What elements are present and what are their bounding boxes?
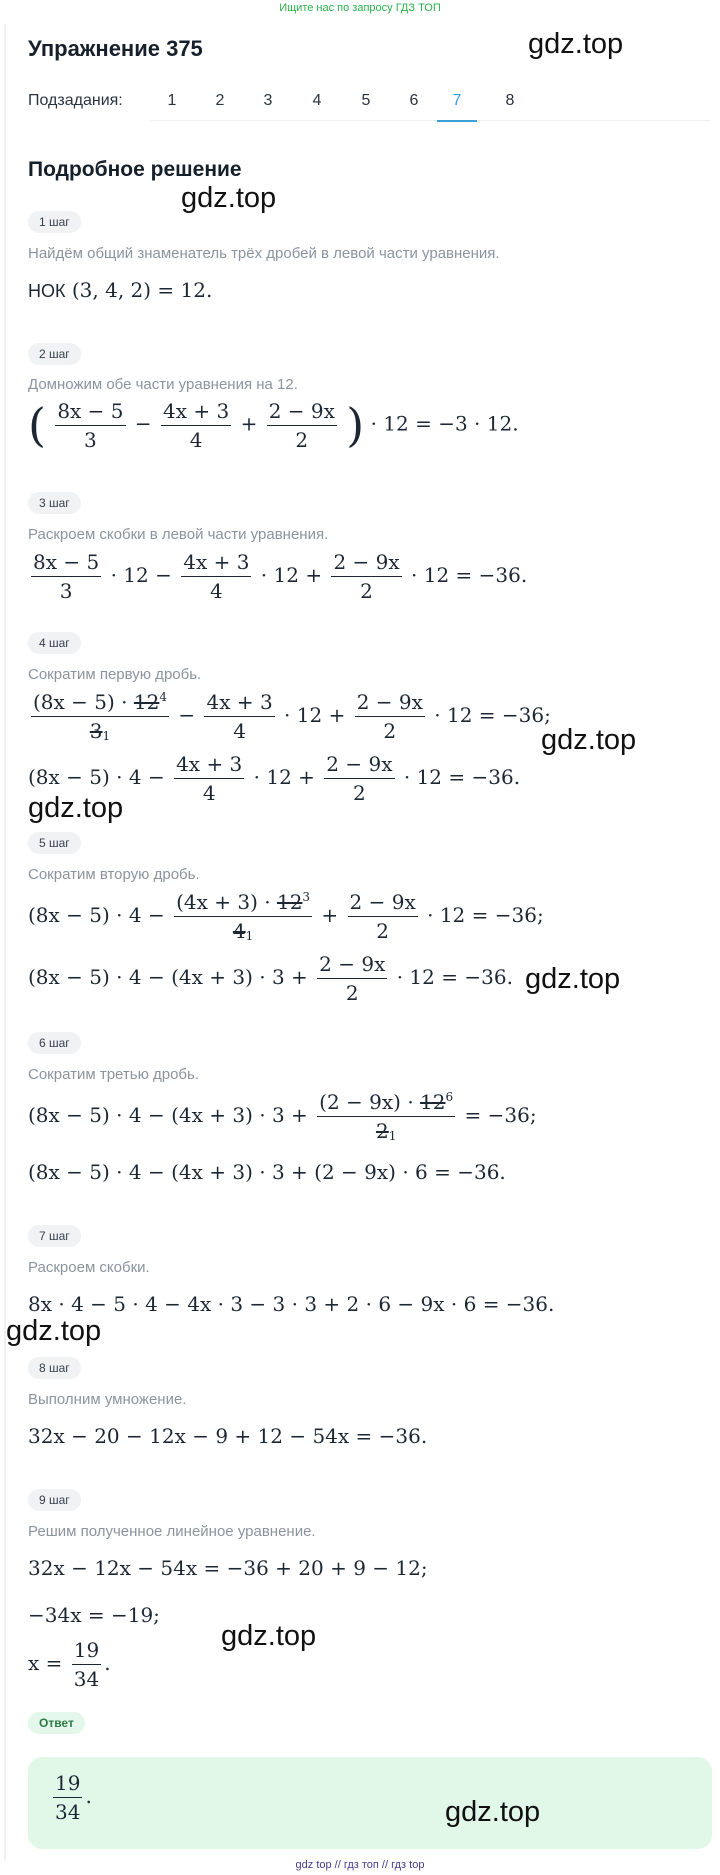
- subtask-7-active[interactable]: 7: [437, 90, 477, 122]
- formula-step3: $\frac{8x - 5}{3}$ · 12 − $\frac{4x + 3}{4}$ · 12 + $\frac{2 - 9x}{2}$ · 12 = −36.: [33, 550, 528, 603]
- formula-step9-line3: x = $\frac{19}{34}$ .: [28, 1638, 111, 1691]
- footer-links[interactable]: gdz top // гдз топ // гдз top: [295, 1859, 425, 1871]
- step-badge: 9 шаг: [28, 1489, 81, 1511]
- subtasks-label: Подзадания:: [28, 92, 123, 109]
- formula-step7: 8x · 4 − 5 · 4 − 4x · 3 − 3 · 3 + 2 · 6 − 9x · 6 = −36.: [28, 1292, 555, 1316]
- watermark: gdz.top: [445, 1796, 541, 1828]
- formula-step4-line2: (8x − 5) · 4 − $\frac{4x + 3}{4}$ · 12 + $\frac{2 - 9x}{2}$ · 12 = −36.: [28, 752, 521, 805]
- subtask-8[interactable]: 8: [505, 92, 515, 109]
- subtask-1[interactable]: 1: [167, 92, 177, 109]
- formula-step6-line2: (8x − 5) · 4 − (4x + 3) · 3 + (2 − 9x) · 6 = −36.: [28, 1160, 506, 1184]
- watermark: gdz.top: [221, 1620, 317, 1652]
- step-text: Раскроем скобки в левой части уравнения.: [28, 526, 329, 543]
- lcm-label: НОК: [28, 281, 66, 301]
- step-badge: 6 шаг: [28, 1032, 81, 1054]
- step-badge: 1 шаг: [28, 211, 81, 233]
- watermark: gdz.top: [6, 1315, 102, 1347]
- watermark: gdz.top: [528, 28, 624, 60]
- step-text: Решим полученное линейное уравнение.: [28, 1523, 316, 1540]
- step-badge: 8 шаг: [28, 1357, 81, 1379]
- formula-step9-line1: 32x − 12x − 54x = −36 + 20 + 9 − 12;: [28, 1556, 428, 1580]
- subtasks-divider: [150, 120, 710, 121]
- step-badge: 4 шаг: [28, 632, 81, 654]
- step-text: Выполним умножение.: [28, 1391, 187, 1408]
- answer-box: [28, 1757, 712, 1849]
- subtask-6[interactable]: 6: [409, 92, 419, 109]
- formula-step5-line2: (8x − 5) · 4 − (4x + 3) · 3 + $\frac{2 - 9x}{2}$ · 12 = −36.: [28, 952, 513, 1005]
- subtask-3[interactable]: 3: [263, 92, 273, 109]
- step-badge: 2 шаг: [28, 343, 81, 365]
- formula-step4-line1: $\frac{(8x - 5) \cdot 12^4}{31}$ − $\frac{4x + 3}{4}$ · 12 + $\frac{2 - 9x}{2}$ · 12 = −36;: [33, 690, 551, 743]
- top-banner[interactable]: Ищите нас по запросу ГДЗ ТОП: [279, 2, 441, 14]
- watermark: gdz.top: [525, 963, 621, 995]
- formula-step8: 32x − 20 − 12x − 9 + 12 − 54x = −36.: [28, 1424, 428, 1448]
- subtask-4[interactable]: 4: [312, 92, 322, 109]
- page-title: Упражнение 375: [28, 36, 203, 61]
- formula-step5-line1: (8x − 5) · 4 − $\frac{(4x + 3) \cdot 12^3}{41}$ + $\frac{2 - 9x}{2}$ · 12 = −36;: [28, 890, 544, 943]
- watermark: gdz.top: [28, 792, 124, 824]
- step-text: Сократим первую дробь.: [28, 666, 202, 683]
- formula-step6-line1: (8x − 5) · 4 − (4x + 3) · 3 + $\frac{(2 - 9x) \cdot 12^6}{21}$ = −36;: [28, 1090, 537, 1143]
- answer-badge: Ответ: [28, 1712, 85, 1734]
- step-text: Сократим третью дробь.: [28, 1066, 199, 1083]
- formula-step2: ( $\frac{8x - 5}{3}$ − $\frac{4x + 3}{4}$ + $\frac{2 - 9x}{2}$ ) · 12 = −3 · 12.: [28, 398, 519, 452]
- watermark: gdz.top: [181, 182, 277, 214]
- answer-value: $\frac{19}{34}$ .: [55, 1771, 92, 1824]
- step-badge: 3 шаг: [28, 492, 81, 514]
- step-text: Найдём общий знаменатель трёх дробей в левой части уравнения.: [28, 245, 500, 262]
- step-badge: 7 шаг: [28, 1225, 81, 1247]
- step-text: Сократим вторую дробь.: [28, 866, 200, 883]
- subtask-2[interactable]: 2: [215, 92, 225, 109]
- left-divider: [4, 24, 6, 1860]
- formula-step9-line2: −34x = −19;: [28, 1603, 160, 1627]
- subtask-5[interactable]: 5: [361, 92, 371, 109]
- step-text: Домножим обе части уравнения на 12.: [28, 376, 298, 393]
- lcm-args: (3, 4, 2) = 12.: [71, 278, 213, 302]
- formula-lcm: [28, 278, 212, 302]
- solution-heading: Подробное решение: [28, 158, 242, 181]
- watermark: gdz.top: [541, 724, 637, 756]
- step-text: Раскроем скобки.: [28, 1259, 150, 1276]
- step-badge: 5 шаг: [28, 832, 81, 854]
